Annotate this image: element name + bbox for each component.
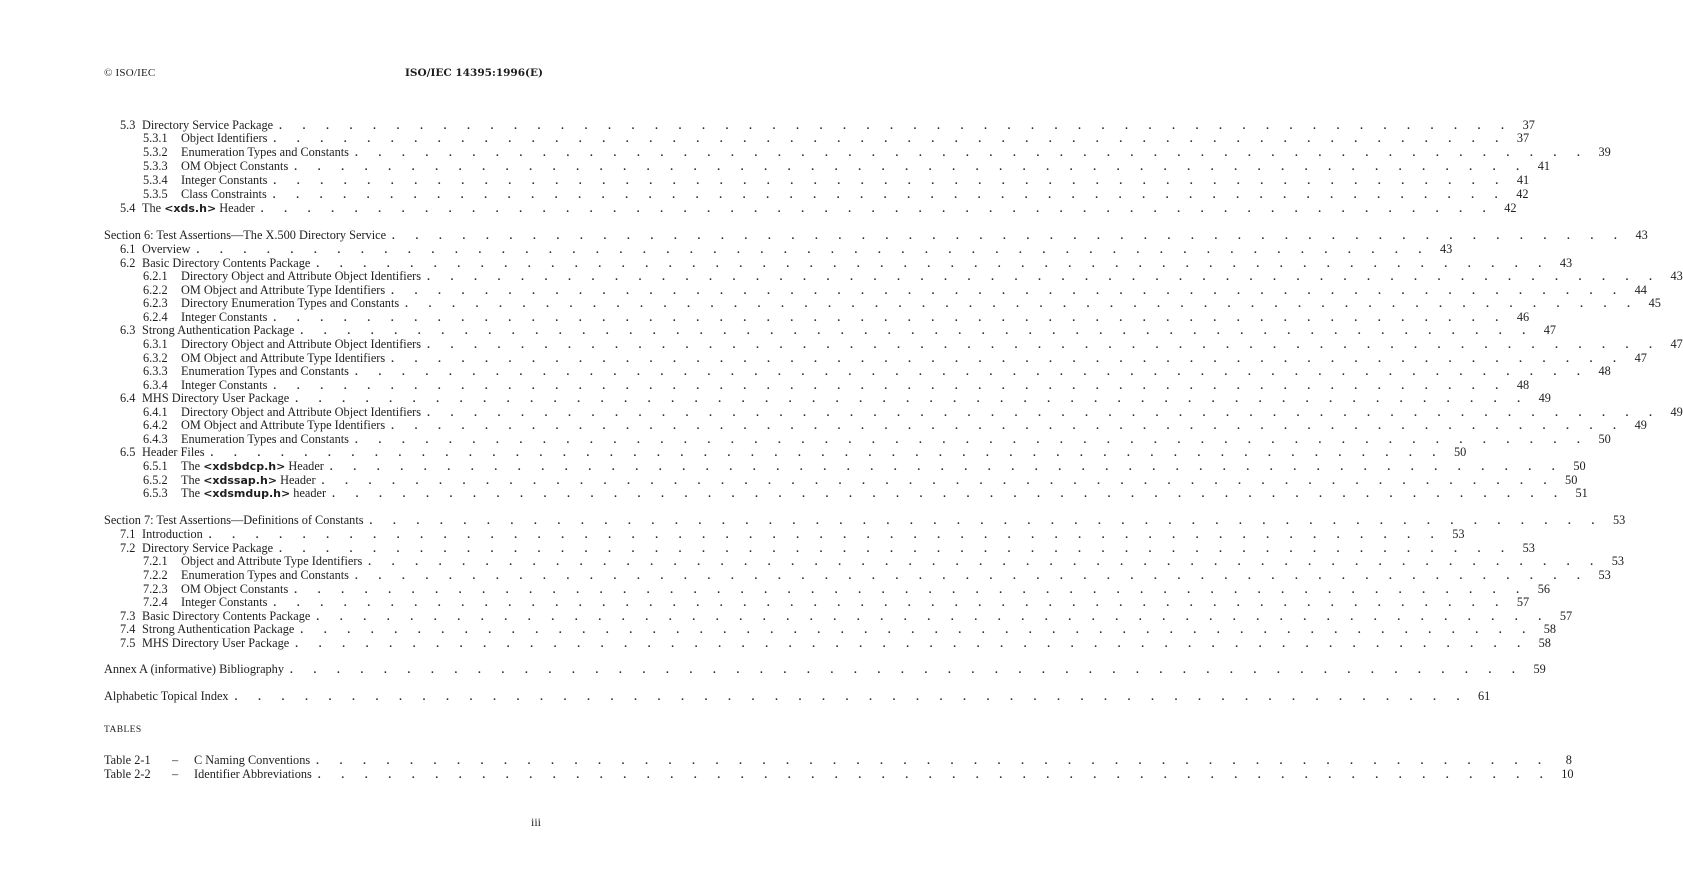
leader-dots: . . . . . . . . . . . . . . . . . . . . . . . . . . . . . . . . . . . . . . . . . . . . . . . . . . . . . bbox=[427, 339, 1661, 351]
toc-entry[interactable] bbox=[104, 513, 1626, 527]
toc-entry-title: Integer Constants bbox=[181, 595, 268, 609]
toc-entry-page: 58 bbox=[1543, 622, 1557, 636]
leader-dots: . . . . . . . . . . . . . . . . . . . . . . . . . . . . . . . . . . . . . . . . . . . . . . . . . . . . . bbox=[294, 584, 1528, 596]
toc-entry-title: The <xds.h> Header bbox=[142, 201, 255, 215]
toc-entry-title: Directory Service Package bbox=[142, 118, 274, 132]
toc-entry-page: 47 bbox=[1543, 323, 1557, 337]
toc-entry-title: MHS Directory User Package bbox=[142, 636, 290, 650]
toc-entry[interactable] bbox=[143, 310, 1530, 324]
toc-entry-number: 7.2.4 bbox=[143, 595, 168, 609]
leader-dots: . . . . . . . . . . . . . . . . . . . . . . . . . . . . . . . . . . . . . . . . . . . . . . . . . . . . . bbox=[354, 570, 1589, 582]
toc-entry-page: 47 bbox=[1670, 337, 1683, 351]
toc-entry-number: 6.3.3 bbox=[143, 364, 168, 378]
toc-entry-number: 5.3.4 bbox=[143, 173, 168, 187]
toc-entry[interactable] bbox=[120, 391, 1551, 405]
toc-entry-page: 50 bbox=[1598, 432, 1611, 446]
toc-entry-title: Integer Constants bbox=[181, 310, 268, 324]
leader-dots: . . . . . . . . . . . . . . . . . . . . . . . . . . . . . . . . . . . . . . . . . . . . . . . . . . . . . bbox=[316, 755, 1550, 767]
toc-entry[interactable] bbox=[143, 486, 1588, 500]
toc-entry-page: 43 bbox=[1670, 269, 1683, 283]
leader-dots: . . . . . . . . . . . . . . . . . . . . . . . . . . . . . . . . . . . . . . . . . . . . . . . . . . . . . bbox=[392, 230, 1626, 242]
table-entry-title: C Naming Conventions bbox=[194, 753, 311, 767]
toc-entry-title: Enumeration Types and Constants bbox=[181, 364, 349, 378]
toc-entry-title: Directory Object and Attribute Object Identifiers bbox=[181, 337, 422, 351]
toc-entry[interactable] bbox=[143, 337, 1683, 351]
toc-entry[interactable] bbox=[143, 351, 1647, 365]
toc-entry-page: 48 bbox=[1598, 364, 1611, 378]
leader-dots: . . . . . . . . . . . . . . . . . . . . . . . . . . . . . . . . . . . . . . . . . . . . . . . . . . . . . bbox=[208, 529, 1443, 541]
toc-entry-number: 5.3.5 bbox=[143, 187, 168, 201]
leader-dots: . . . . . . . . . . . . . . . . . . . . . . . . . . . . . . . . . . . . . . . . . . . . . . . . . . . . . bbox=[289, 664, 1524, 676]
toc-entry-title: Object Identifiers bbox=[181, 131, 268, 145]
toc-entry-number: 5.3.2 bbox=[143, 145, 168, 159]
leader-dots: . . . . . . . . . . . . . . . . . . . . . . . . . . . . . . . . . . . . . . . . . . . . . . . . . . . . . bbox=[391, 285, 1625, 297]
table-entry-page: 10 bbox=[1561, 767, 1574, 781]
toc-entry-number: 6.4.1 bbox=[143, 405, 168, 419]
toc-entry-page: 53 bbox=[1452, 527, 1465, 541]
toc-entry-number: 6.1 bbox=[120, 242, 136, 256]
toc-entry[interactable] bbox=[120, 527, 1465, 541]
toc-entry-number: 6.5 bbox=[120, 445, 136, 459]
toc-entry-page: 45 bbox=[1648, 296, 1661, 310]
table-entry[interactable] bbox=[104, 767, 1574, 781]
toc-entry-page: 44 bbox=[1634, 283, 1647, 297]
toc-entry-page: 41 bbox=[1537, 159, 1550, 173]
toc-entry-title: The <xdssap.h> Header bbox=[181, 473, 316, 487]
toc-entry[interactable] bbox=[104, 228, 1648, 242]
toc-entry[interactable] bbox=[120, 118, 1535, 132]
toc-entry[interactable] bbox=[120, 609, 1573, 623]
toc-entry-number: 7.2.3 bbox=[143, 582, 168, 596]
toc-entry-number: 7.2 bbox=[120, 541, 136, 555]
toc-entry-number: 6.2.4 bbox=[143, 310, 168, 324]
toc-entry-page: 48 bbox=[1516, 378, 1530, 392]
toc-entry[interactable] bbox=[143, 405, 1683, 419]
toc-entry[interactable] bbox=[143, 595, 1530, 609]
toc-entry[interactable] bbox=[120, 256, 1573, 270]
toc-entry[interactable] bbox=[120, 242, 1453, 256]
leader-dots: . . . . . . . . . . . . . . . . . . . . . . . . . . . . . . . . . . . . . . . . . . . . . . . . . . . . . bbox=[279, 120, 1513, 132]
leader-dots: . . . . . . . . . . . . . . . . . . . . . . . . . . . . . . . . . . . . . . . . . . . . . . . . . . . . . bbox=[391, 353, 1625, 365]
toc-entry-page: 57 bbox=[1559, 609, 1573, 623]
toc-entry-number: 6.3 bbox=[120, 323, 136, 337]
leader-dots: . . . . . . . . . . . . . . . . . . . . . . . . . . . . . . . . . . . . . . . . . . . . . . . . . . . . . bbox=[332, 488, 1566, 500]
leader-dots: . . . . . . . . . . . . . . . . . . . . . . . . . . . . . . . . . . . . . . . . . . . . . . . . . . . . . bbox=[317, 769, 1552, 781]
toc-entry-number: 7.5 bbox=[120, 636, 136, 650]
toc-entry-title: Annex A (informative) Bibliography bbox=[104, 662, 284, 676]
toc-entry-title: Integer Constants bbox=[181, 378, 268, 392]
toc-entry-title: OM Object Constants bbox=[181, 159, 289, 173]
toc-entry-number: 7.1 bbox=[120, 527, 136, 541]
toc-entry-number: 5.3.1 bbox=[143, 131, 168, 145]
toc-entry-title: The <xdsbdcp.h> Header bbox=[181, 459, 324, 473]
toc-entry-title: MHS Directory User Package bbox=[142, 391, 290, 405]
toc-entry-page: 46 bbox=[1516, 310, 1530, 324]
leader-dots: . . . . . . . . . . . . . . . . . . . . . . . . . . . . . . . . . . . . . . . . . . . . . . . . . . . . . bbox=[427, 407, 1661, 419]
leader-dots: . . . . . . . . . . . . . . . . . . . . . . . . . . . . . . . . . . . . . . . . . . . . . . . . . . . . . bbox=[354, 434, 1589, 446]
toc-entry[interactable] bbox=[120, 445, 1467, 459]
toc-entry-page: 53 bbox=[1611, 554, 1625, 568]
leader-dots: . . . . . . . . . . . . . . . . . . . . . . . . . . . . . . . . . . . . . . . . . . . . . . . . . . . . . bbox=[234, 691, 1469, 703]
toc-entry-page: 53 bbox=[1522, 541, 1535, 555]
table-entry-number: Table 2-2 bbox=[104, 767, 151, 781]
leader-dots: . . . . . . . . . . . . . . . . . . . . . . . . . . . . . . . . . . . . . . . . . . . . . . . . . . . . . bbox=[260, 203, 1495, 215]
table-entry-dash: – bbox=[172, 753, 179, 767]
toc-entry-title: Alphabetic Topical Index bbox=[104, 689, 229, 703]
leader-dots: . . . . . . . . . . . . . . . . . . . . . . . . . . . . . . . . . . . . . . . . . . . . . . . . . . . . . bbox=[295, 393, 1529, 405]
leader-dots: . . . . . . . . . . . . . . . . . . . . . . . . . . . . . . . . . . . . . . . . . . . . . . . . . . . . . bbox=[273, 312, 1508, 324]
leader-dots: . . . . . . . . . . . . . . . . . . . . . . . . . . . . . . . . . . . . . . . . . . . . . . . . . . . . . bbox=[273, 133, 1508, 145]
toc-entry-title: Strong Authentication Package bbox=[142, 622, 295, 636]
toc-entry[interactable] bbox=[143, 131, 1530, 145]
toc-entry-page: 43 bbox=[1559, 256, 1573, 270]
toc-entry[interactable] bbox=[104, 662, 1546, 676]
toc-entry-page: 50 bbox=[1453, 445, 1467, 459]
toc-entry[interactable] bbox=[120, 622, 1557, 636]
leader-dots: . . . . . . . . . . . . . . . . . . . . . . . . . . . . . . . . . . . . . . . . . . . . . . . . . . . . . bbox=[427, 271, 1661, 283]
toc-entry[interactable] bbox=[104, 689, 1491, 703]
toc-entry-page: 56 bbox=[1537, 582, 1550, 596]
toc-entry-page: 59 bbox=[1533, 662, 1546, 676]
toc-entry[interactable] bbox=[120, 323, 1557, 337]
leader-dots: . . . . . . . . . . . . . . . . . . . . . . . . . . . . . . . . . . . . . . . . . . . . . . . . . . . . . bbox=[272, 189, 1507, 201]
leader-dots: . . . . . . . . . . . . . . . . . . . . . . . . . . . . . . . . . . . . . . . . . . . . . . . . . . . . . bbox=[329, 461, 1564, 473]
toc-entry[interactable] bbox=[143, 187, 1529, 201]
toc-entry-number: 6.4.2 bbox=[143, 418, 168, 432]
toc-entry-title: Enumeration Types and Constants bbox=[181, 568, 349, 582]
leader-dots: . . . . . . . . . . . . . . . . . . . . . . . . . . . . . . . . . . . . . . . . . . . . . . . . . . . . . bbox=[316, 611, 1551, 623]
header-file-name: <xds.h> bbox=[164, 202, 217, 215]
page-number: iii bbox=[530, 815, 541, 829]
toc-entry-number: 6.4.3 bbox=[143, 432, 168, 446]
toc-entry-page: 47 bbox=[1634, 351, 1647, 365]
leader-dots: . . . . . . . . . . . . . . . . . . . . . . . . . . . . . . . . . . . . . . . . . . . . . . . . . . . . . bbox=[273, 380, 1508, 392]
toc-entry-number: 5.4 bbox=[120, 201, 136, 215]
toc-entry-page: 43 bbox=[1635, 228, 1648, 242]
toc-entry-number: 6.2 bbox=[120, 256, 136, 270]
toc-entry-page: 49 bbox=[1634, 418, 1647, 432]
toc-entry[interactable] bbox=[143, 283, 1647, 297]
leader-dots: . . . . . . . . . . . . . . . . . . . . . . . . . . . . . . . . . . . . . . . . . . . . . . . . . . . . . bbox=[368, 556, 1603, 568]
toc-entry[interactable] bbox=[143, 145, 1611, 159]
toc-entry-title: Enumeration Types and Constants bbox=[181, 432, 349, 446]
leader-dots: . . . . . . . . . . . . . . . . . . . . . . . . . . . . . . . . . . . . . . . . . . . . . . . . . . . . . bbox=[369, 515, 1604, 527]
toc-entry-number: 6.3.1 bbox=[143, 337, 168, 351]
toc-entry[interactable] bbox=[143, 364, 1611, 378]
toc-entry-title: The <xdsmdup.h> header bbox=[181, 486, 327, 500]
toc-entry-page: 49 bbox=[1538, 391, 1551, 405]
toc-entry-title: Enumeration Types and Constants bbox=[181, 145, 349, 159]
header-copyright: © ISO/IEC bbox=[104, 67, 156, 79]
header-standard-id: ISO/IEC 14395:1996(E) bbox=[405, 67, 543, 79]
leader-dots: . . . . . . . . . . . . . . . . . . . . . . . . . . . . . . . . . . . . . . . . . . . . . . . . . . . . . bbox=[391, 420, 1625, 432]
leader-dots: . . . . . . . . . . . . . . . . . . . . . . . . . . . . . . . . . . . . . . . . . . . . . . . . . . . . . bbox=[210, 447, 1445, 459]
toc-entry-page: 37 bbox=[1516, 131, 1530, 145]
toc-entry-title: Introduction bbox=[142, 527, 203, 541]
toc-entry[interactable] bbox=[143, 582, 1550, 596]
toc-entry-page: 50 bbox=[1573, 459, 1586, 473]
toc-entry-number: 6.5.1 bbox=[143, 459, 168, 473]
header-file-name: <xdsbdcp.h> bbox=[203, 460, 286, 473]
toc-entry[interactable] bbox=[143, 473, 1578, 487]
table-entry-dash: – bbox=[172, 767, 179, 781]
toc-entry-page: 49 bbox=[1670, 405, 1683, 419]
leader-dots: . . . . . . . . . . . . . . . . . . . . . . . . . . . . . . . . . . . . . . . . . . . . . . . . . . . . . bbox=[300, 325, 1535, 337]
toc-entry-title: OM Object Constants bbox=[181, 582, 289, 596]
leader-dots: . . . . . . . . . . . . . . . . . . . . . . . . . . . . . . . . . . . . . . . . . . . . . . . . . . . . . bbox=[405, 298, 1639, 310]
leader-dots: . . . . . . . . . . . . . . . . . . . . . . . . . . . . . . . . . . . . . . . . . . . . . . . . . . . . . bbox=[300, 624, 1535, 636]
toc-entry-page: 50 bbox=[1565, 473, 1578, 487]
leader-dots: . . . . . . . . . . . . . . . . . . . . . . . . . . . . . . . . . . . . . . . . . . . . . . . . . . . . . bbox=[279, 543, 1513, 555]
toc-entry-page: 53 bbox=[1612, 513, 1626, 527]
header-file-name: <xdssap.h> bbox=[203, 474, 278, 487]
toc-entry[interactable] bbox=[143, 378, 1530, 392]
toc-entry-title: Strong Authentication Package bbox=[142, 323, 295, 337]
toc-entry[interactable] bbox=[143, 159, 1550, 173]
toc-entry-title: Overview bbox=[142, 242, 191, 256]
leader-dots: . . . . . . . . . . . . . . . . . . . . . . . . . . . . . . . . . . . . . . . . . . . . . . . . . . . . . bbox=[196, 244, 1431, 256]
toc-entry-title: OM Object and Attribute Type Identifiers bbox=[181, 418, 386, 432]
table-entry-number: Table 2-1 bbox=[104, 753, 151, 767]
toc-entry-title: Directory Service Package bbox=[142, 541, 274, 555]
toc-entry-number: 6.5.2 bbox=[143, 473, 168, 487]
toc-entry-title: Object and Attribute Type Identifiers bbox=[181, 554, 363, 568]
leader-dots: . . . . . . . . . . . . . . . . . . . . . . . . . . . . . . . . . . . . . . . . . . . . . . . . . . . . . bbox=[273, 175, 1508, 187]
toc-entry-title: Basic Directory Contents Package bbox=[142, 609, 311, 623]
toc-entry[interactable] bbox=[143, 296, 1661, 310]
leader-dots: . . . . . . . . . . . . . . . . . . . . . . . . . . . . . . . . . . . . . . . . . . . . . . . . . . . . . bbox=[295, 638, 1529, 650]
toc-entry[interactable] bbox=[143, 554, 1625, 568]
tables-heading: TABLES bbox=[104, 725, 142, 735]
toc-entry-page: 51 bbox=[1575, 486, 1588, 500]
leader-dots: . . . . . . . . . . . . . . . . . . . . . . . . . . . . . . . . . . . . . . . . . . . . . . . . . . . . . bbox=[294, 161, 1528, 173]
toc-entry[interactable] bbox=[120, 636, 1551, 650]
leader-dots: . . . . . . . . . . . . . . . . . . . . . . . . . . . . . . . . . . . . . . . . . . . . . . . . . . . . . bbox=[273, 597, 1508, 609]
toc-entry-page: 53 bbox=[1598, 568, 1611, 582]
toc-entry-number: 7.3 bbox=[120, 609, 136, 623]
toc-entry-number: 6.2.3 bbox=[143, 296, 168, 310]
toc-entry-title: Directory Object and Attribute Object Identifiers bbox=[181, 405, 422, 419]
toc-entry-title: Directory Enumeration Types and Constants bbox=[181, 296, 400, 310]
toc-entry[interactable] bbox=[143, 568, 1611, 582]
toc-entry[interactable] bbox=[143, 269, 1683, 283]
toc-entry-number: 7.2.1 bbox=[143, 554, 168, 568]
toc-entry[interactable] bbox=[143, 418, 1647, 432]
toc-entry-page: 37 bbox=[1522, 118, 1535, 132]
table-entry[interactable] bbox=[104, 753, 1572, 767]
table-entry-page: 8 bbox=[1565, 753, 1572, 767]
toc-entry-number: 7.2.2 bbox=[143, 568, 168, 582]
toc-entry-number: 6.3.2 bbox=[143, 351, 168, 365]
toc-entry-number: 6.3.4 bbox=[143, 378, 168, 392]
toc-entry-title: OM Object and Attribute Type Identifiers bbox=[181, 283, 386, 297]
toc-entry-number: 6.2.1 bbox=[143, 269, 168, 283]
toc-entry-page: 57 bbox=[1516, 595, 1530, 609]
toc-entry-number: 6.2.2 bbox=[143, 283, 168, 297]
header-file-name: <xdsmdup.h> bbox=[203, 487, 291, 500]
toc-entry[interactable] bbox=[143, 459, 1586, 473]
toc-entry-number: 5.3 bbox=[120, 118, 136, 132]
toc-entry-number: 6.5.3 bbox=[143, 486, 168, 500]
toc-entry[interactable] bbox=[120, 541, 1535, 555]
toc-entry-title: Directory Object and Attribute Object Identifiers bbox=[181, 269, 422, 283]
toc-entry-number: 5.3.3 bbox=[143, 159, 168, 173]
leader-dots: . . . . . . . . . . . . . . . . . . . . . . . . . . . . . . . . . . . . . . . . . . . . . . . . . . . . . bbox=[354, 366, 1589, 378]
toc-entry-page: 39 bbox=[1598, 145, 1611, 159]
toc-entry-page: 43 bbox=[1439, 242, 1453, 256]
toc-entry-title: Basic Directory Contents Package bbox=[142, 256, 311, 270]
toc-entry[interactable] bbox=[143, 173, 1530, 187]
toc-entry-title: Integer Constants bbox=[181, 173, 268, 187]
leader-dots: . . . . . . . . . . . . . . . . . . . . . . . . . . . . . . . . . . . . . . . . . . . . . . . . . . . . . bbox=[354, 147, 1589, 159]
leader-dots: . . . . . . . . . . . . . . . . . . . . . . . . . . . . . . . . . . . . . . . . . . . . . . . . . . . . . bbox=[321, 475, 1556, 487]
toc-entry-page: 42 bbox=[1504, 201, 1517, 215]
toc-entry-title: Class Constraints bbox=[181, 187, 267, 201]
toc-entry-title: OM Object and Attribute Type Identifiers bbox=[181, 351, 386, 365]
table-entry-title: Identifier Abbreviations bbox=[194, 767, 312, 781]
toc-entry-number: 7.4 bbox=[120, 622, 136, 636]
toc-entry-title: Header Files bbox=[142, 445, 205, 459]
toc-entry-number: 6.4 bbox=[120, 391, 136, 405]
toc-entry-page: 58 bbox=[1538, 636, 1551, 650]
leader-dots: . . . . . . . . . . . . . . . . . . . . . . . . . . . . . . . . . . . . . . . . . . . . . . . . . . . . . bbox=[316, 258, 1551, 270]
toc-entry-page: 42 bbox=[1516, 187, 1529, 201]
toc-entry-page: 41 bbox=[1516, 173, 1530, 187]
toc-entry[interactable] bbox=[143, 432, 1611, 446]
toc-entry-title: Section 7: Test Assertions—Definitions of Constants bbox=[104, 513, 364, 527]
toc-entry[interactable] bbox=[120, 201, 1517, 215]
toc-entry-title: Section 6: Test Assertions—The X.500 Directory Service bbox=[104, 228, 387, 242]
toc-entry-page: 61 bbox=[1478, 689, 1491, 703]
